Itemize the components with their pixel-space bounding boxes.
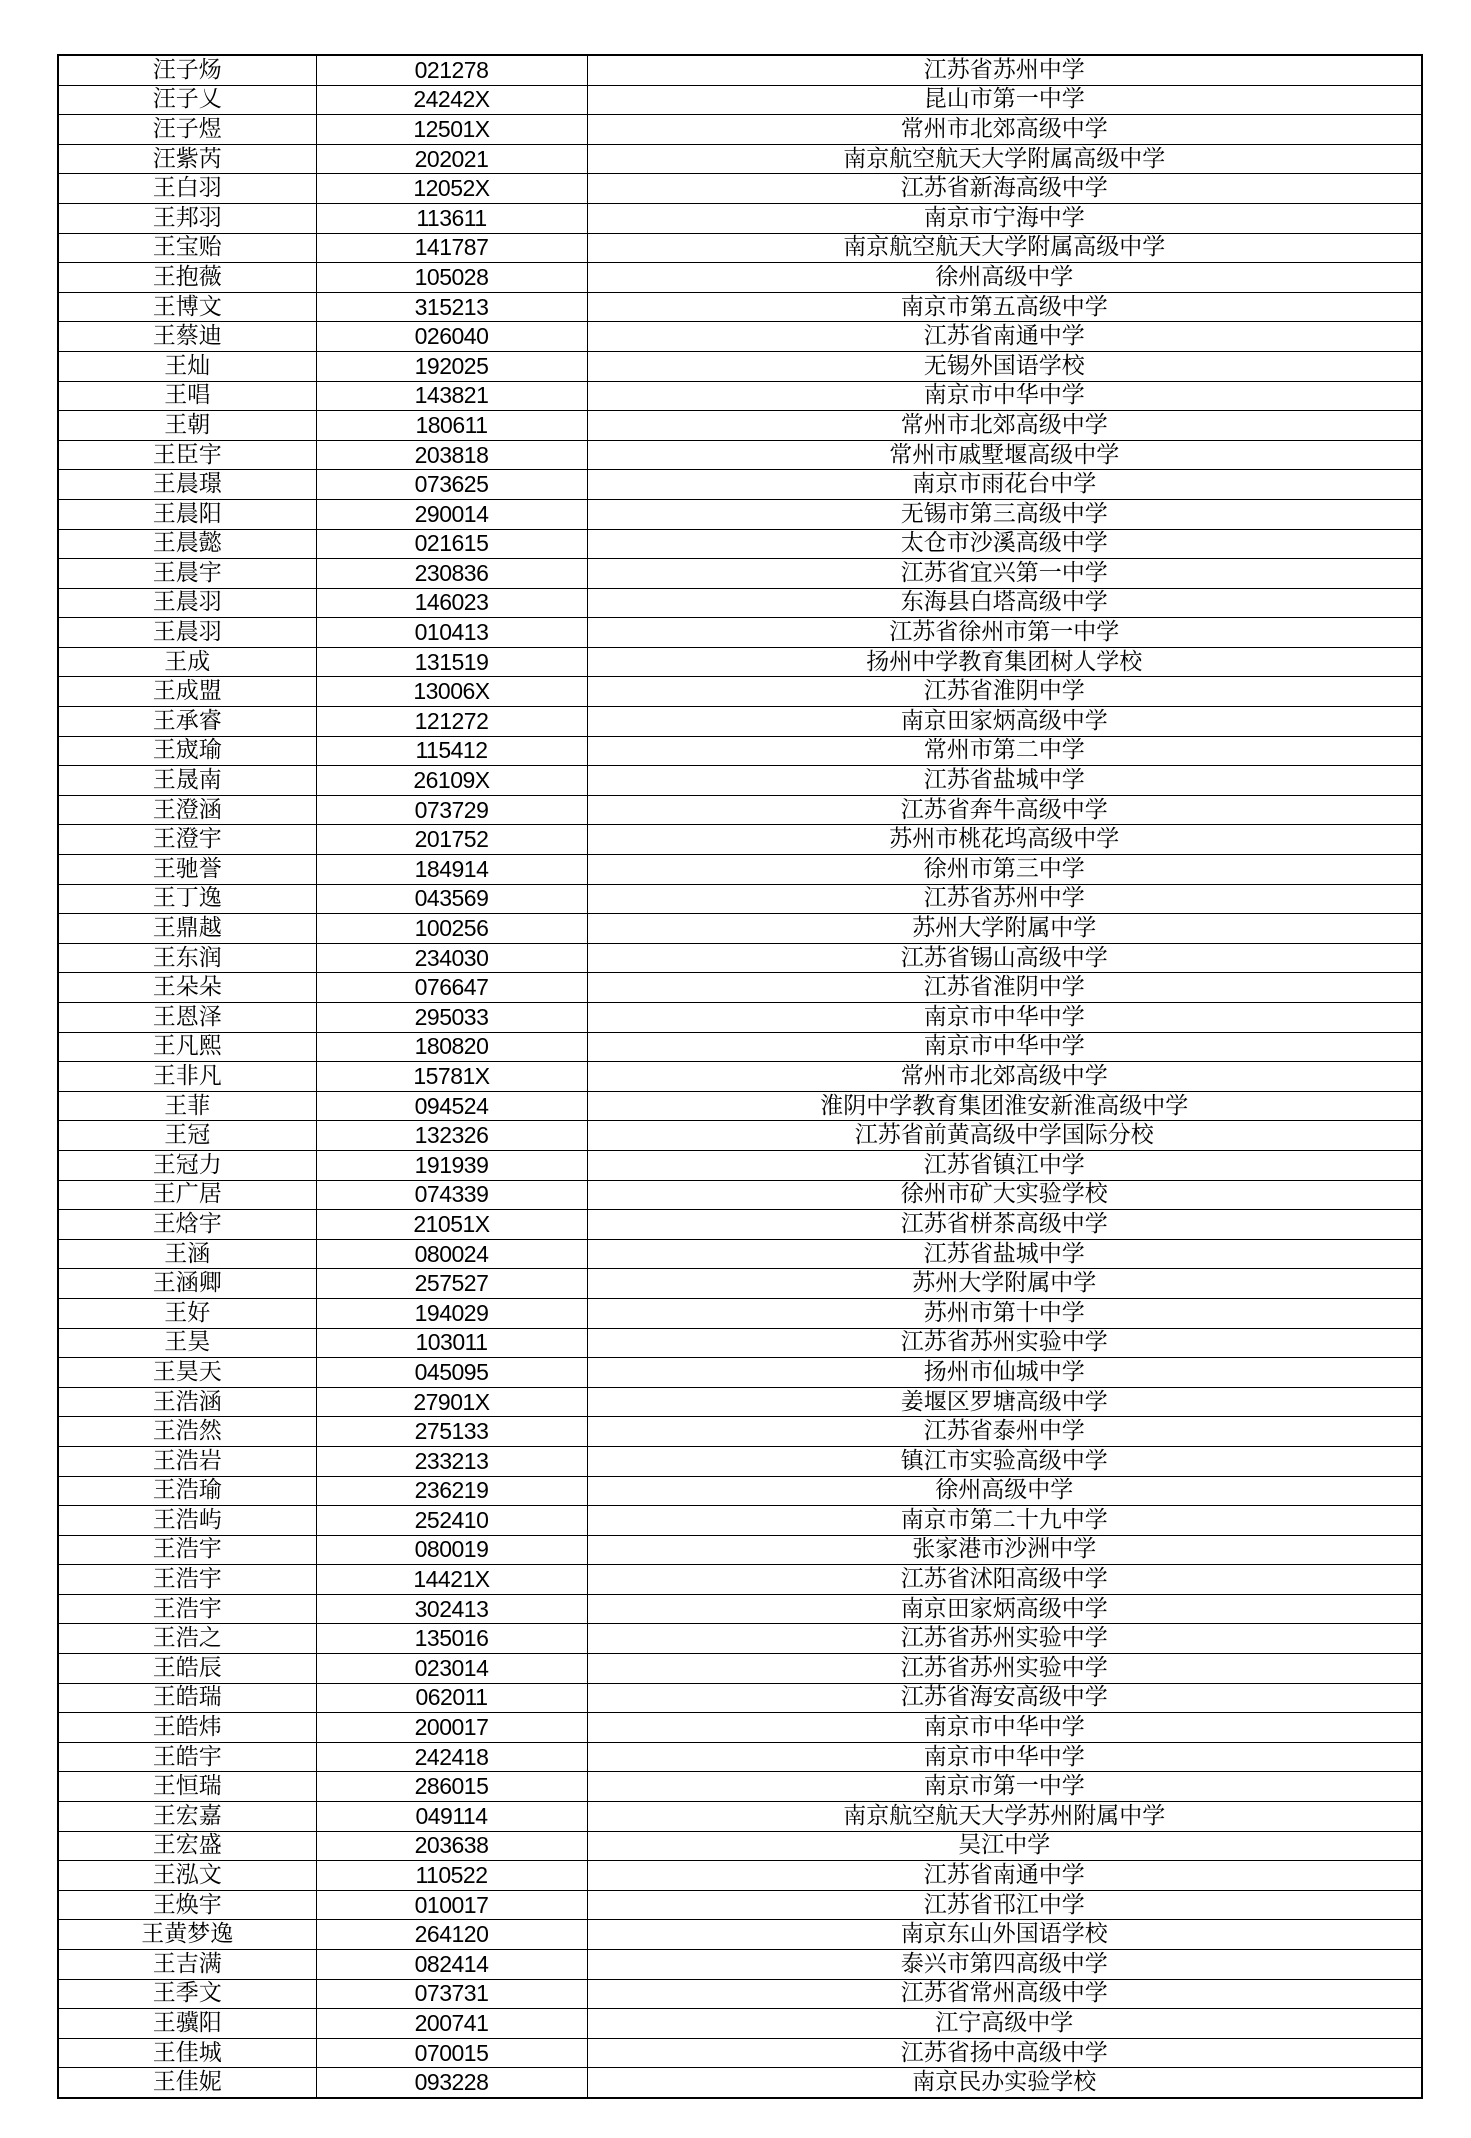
student-name-cell: 王黄梦逸	[58, 1920, 316, 1950]
school-name-cell: 张家港市沙洲中学	[587, 1535, 1422, 1565]
student-name-cell: 王皓辰	[58, 1654, 316, 1684]
student-id-cell: 049114	[316, 1802, 587, 1832]
table-row	[58, 707, 1422, 737]
school-name-cell: 无锡外国语学校	[587, 351, 1422, 381]
table-row	[58, 499, 1422, 529]
student-name-cell: 王澄涵	[58, 795, 316, 825]
student-name-cell: 王涵卿	[58, 1269, 316, 1299]
student-name-cell: 汪子煜	[58, 115, 316, 145]
student-id-cell: 121272	[316, 707, 587, 737]
school-name-cell: 江苏省宜兴第一中学	[587, 559, 1422, 589]
table-row	[58, 1624, 1422, 1654]
student-id-cell: 21051X	[316, 1210, 587, 1240]
student-name-cell: 王晨羽	[58, 588, 316, 618]
school-name-cell: 泰兴市第四高级中学	[587, 1950, 1422, 1980]
student-name-cell: 王浩宇	[58, 1565, 316, 1595]
table-row	[58, 411, 1422, 441]
student-id-cell: 010017	[316, 1890, 587, 1920]
student-name-cell: 王臣宇	[58, 440, 316, 470]
student-name-cell: 王泓文	[58, 1861, 316, 1891]
student-id-cell: 080019	[316, 1535, 587, 1565]
student-id-cell: 200017	[316, 1713, 587, 1743]
school-name-cell: 南京市中华中学	[587, 1713, 1422, 1743]
table-row	[58, 766, 1422, 796]
school-name-cell: 江苏省扬中高级中学	[587, 2038, 1422, 2068]
school-name-cell: 江苏省徐州市第一中学	[587, 618, 1422, 648]
table-row	[58, 85, 1422, 115]
school-name-cell: 江苏省新海高级中学	[587, 174, 1422, 204]
student-id-cell: 203638	[316, 1831, 587, 1861]
table-row	[58, 55, 1422, 85]
student-id-cell: 062011	[316, 1683, 587, 1713]
table-row	[58, 1920, 1422, 1950]
student-name-cell: 王凡熙	[58, 1032, 316, 1062]
table-row	[58, 322, 1422, 352]
table-row	[58, 1831, 1422, 1861]
school-name-cell: 南京市中华中学	[587, 1742, 1422, 1772]
school-name-cell: 常州市戚墅堰高级中学	[587, 440, 1422, 470]
student-name-cell: 王邦羽	[58, 203, 316, 233]
school-name-cell: 苏州大学附属中学	[587, 1269, 1422, 1299]
student-name-cell: 汪子乂	[58, 85, 316, 115]
student-name-cell: 汪子炀	[58, 55, 316, 85]
student-id-cell: 135016	[316, 1624, 587, 1654]
school-name-cell: 江苏省锡山高级中学	[587, 943, 1422, 973]
school-name-cell: 常州市北郊高级中学	[587, 115, 1422, 145]
student-name-cell: 王成盟	[58, 677, 316, 707]
student-id-cell: 13006X	[316, 677, 587, 707]
table-row	[58, 1683, 1422, 1713]
student-name-cell: 王成	[58, 647, 316, 677]
school-name-cell: 江苏省苏州实验中学	[587, 1654, 1422, 1684]
student-name-cell: 王晨阳	[58, 499, 316, 529]
student-name-cell: 王鼎越	[58, 914, 316, 944]
student-name-cell: 王浩屿	[58, 1506, 316, 1536]
student-name-cell: 王朵朵	[58, 973, 316, 1003]
student-name-cell: 王宏嘉	[58, 1802, 316, 1832]
school-name-cell: 南京市中华中学	[587, 1032, 1422, 1062]
table-row	[58, 1654, 1422, 1684]
student-name-cell: 王菲	[58, 1091, 316, 1121]
school-name-cell: 苏州市第十中学	[587, 1298, 1422, 1328]
table-row	[58, 2038, 1422, 2068]
student-id-cell: 131519	[316, 647, 587, 677]
table-row	[58, 1091, 1422, 1121]
student-id-cell: 184914	[316, 855, 587, 885]
student-id-cell: 010413	[316, 618, 587, 648]
student-name-cell: 王丁逸	[58, 884, 316, 914]
student-name-cell: 王佳城	[58, 2038, 316, 2068]
school-name-cell: 南京东山外国语学校	[587, 1920, 1422, 1950]
table-row	[58, 1476, 1422, 1506]
student-id-cell: 021615	[316, 529, 587, 559]
table-row	[58, 1298, 1422, 1328]
student-id-cell: 141787	[316, 233, 587, 263]
school-name-cell: 扬州市仙城中学	[587, 1358, 1422, 1388]
table-row	[58, 351, 1422, 381]
student-id-cell: 27901X	[316, 1387, 587, 1417]
table-row	[58, 1032, 1422, 1062]
school-name-cell: 江苏省常州高级中学	[587, 1979, 1422, 2009]
student-id-cell: 236219	[316, 1476, 587, 1506]
table-row	[58, 1150, 1422, 1180]
student-name-cell: 王晨璟	[58, 470, 316, 500]
school-name-cell: 吴江中学	[587, 1831, 1422, 1861]
student-name-cell: 王博文	[58, 292, 316, 322]
school-name-cell: 江苏省泰州中学	[587, 1417, 1422, 1447]
student-id-cell: 043569	[316, 884, 587, 914]
student-name-cell: 王涵	[58, 1239, 316, 1269]
student-id-cell: 082414	[316, 1950, 587, 1980]
school-name-cell: 江苏省苏州中学	[587, 55, 1422, 85]
school-name-cell: 徐州高级中学	[587, 263, 1422, 293]
school-name-cell: 南京航空航天大学附属高级中学	[587, 144, 1422, 174]
student-id-cell: 257527	[316, 1269, 587, 1299]
student-name-cell: 王灿	[58, 351, 316, 381]
table-row	[58, 2009, 1422, 2039]
school-name-cell: 南京田家炳高级中学	[587, 707, 1422, 737]
school-name-cell: 江苏省淮阴中学	[587, 677, 1422, 707]
student-name-cell: 王昊天	[58, 1358, 316, 1388]
student-id-cell: 290014	[316, 499, 587, 529]
school-name-cell: 苏州市桃花坞高级中学	[587, 825, 1422, 855]
student-name-cell: 王昊	[58, 1328, 316, 1358]
student-name-cell: 王吉满	[58, 1950, 316, 1980]
student-name-cell: 王皓炜	[58, 1713, 316, 1743]
table-row	[58, 825, 1422, 855]
school-name-cell: 江苏省邗江中学	[587, 1890, 1422, 1920]
student-id-cell: 12052X	[316, 174, 587, 204]
school-name-cell: 江苏省南通中学	[587, 1861, 1422, 1891]
student-name-cell: 王抱薇	[58, 263, 316, 293]
student-id-cell: 233213	[316, 1446, 587, 1476]
school-name-cell: 徐州高级中学	[587, 1476, 1422, 1506]
school-name-cell: 苏州大学附属中学	[587, 914, 1422, 944]
student-name-cell: 王非凡	[58, 1062, 316, 1092]
student-id-cell: 103011	[316, 1328, 587, 1358]
student-name-cell: 王焓宇	[58, 1210, 316, 1240]
school-name-cell: 江苏省镇江中学	[587, 1150, 1422, 1180]
table-row	[58, 973, 1422, 1003]
school-name-cell: 江苏省海安高级中学	[587, 1683, 1422, 1713]
table-row	[58, 618, 1422, 648]
table-row	[58, 884, 1422, 914]
table-row	[58, 263, 1422, 293]
school-name-cell: 无锡市第三高级中学	[587, 499, 1422, 529]
student-name-cell: 王佳妮	[58, 2068, 316, 2098]
student-id-cell: 093228	[316, 2068, 587, 2098]
table-row	[58, 1594, 1422, 1624]
table-row	[58, 440, 1422, 470]
student-name-cell: 王晨羽	[58, 618, 316, 648]
student-id-cell: 24242X	[316, 85, 587, 115]
table-row	[58, 588, 1422, 618]
school-name-cell: 南京市第一中学	[587, 1772, 1422, 1802]
school-name-cell: 南京航空航天大学苏州附属中学	[587, 1802, 1422, 1832]
student-id-cell: 302413	[316, 1594, 587, 1624]
table-row	[58, 855, 1422, 885]
student-name-cell: 王晨宇	[58, 559, 316, 589]
school-name-cell: 江宁高级中学	[587, 2009, 1422, 2039]
student-id-cell: 315213	[316, 292, 587, 322]
table-row	[58, 174, 1422, 204]
student-id-cell: 115412	[316, 736, 587, 766]
roster-body	[58, 55, 1422, 2098]
table-row	[58, 647, 1422, 677]
student-name-cell: 王好	[58, 1298, 316, 1328]
student-id-cell: 252410	[316, 1506, 587, 1536]
student-id-cell: 180611	[316, 411, 587, 441]
student-name-cell: 王宝贻	[58, 233, 316, 263]
student-id-cell: 073625	[316, 470, 587, 500]
student-name-cell: 汪紫芮	[58, 144, 316, 174]
table-row	[58, 677, 1422, 707]
school-name-cell: 江苏省沭阳高级中学	[587, 1565, 1422, 1595]
table-row	[58, 1328, 1422, 1358]
table-row	[58, 1062, 1422, 1092]
table-row	[58, 115, 1422, 145]
student-name-cell: 王浩涵	[58, 1387, 316, 1417]
student-id-cell: 080024	[316, 1239, 587, 1269]
student-roster-table	[57, 54, 1423, 2099]
student-id-cell: 074339	[316, 1180, 587, 1210]
student-id-cell: 132326	[316, 1121, 587, 1151]
student-id-cell: 026040	[316, 322, 587, 352]
student-id-cell: 12501X	[316, 115, 587, 145]
school-name-cell: 江苏省盐城中学	[587, 766, 1422, 796]
table-row	[58, 1772, 1422, 1802]
school-name-cell: 江苏省盐城中学	[587, 1239, 1422, 1269]
table-row	[58, 203, 1422, 233]
school-name-cell: 江苏省淮阴中学	[587, 973, 1422, 1003]
table-row	[58, 1417, 1422, 1447]
student-name-cell: 王东润	[58, 943, 316, 973]
table-row	[58, 914, 1422, 944]
table-row	[58, 1742, 1422, 1772]
school-name-cell: 南京市第二十九中学	[587, 1506, 1422, 1536]
table-row	[58, 1950, 1422, 1980]
student-name-cell: 王朝	[58, 411, 316, 441]
school-name-cell: 江苏省栟茶高级中学	[587, 1210, 1422, 1240]
student-name-cell: 王骥阳	[58, 2009, 316, 2039]
school-name-cell: 南京市雨花台中学	[587, 470, 1422, 500]
student-name-cell: 王冠	[58, 1121, 316, 1151]
student-name-cell: 王澄宇	[58, 825, 316, 855]
school-name-cell: 南京田家炳高级中学	[587, 1594, 1422, 1624]
student-name-cell: 王晟南	[58, 766, 316, 796]
student-id-cell: 146023	[316, 588, 587, 618]
table-row	[58, 1890, 1422, 1920]
table-row	[58, 1565, 1422, 1595]
table-row	[58, 1979, 1422, 2009]
school-name-cell: 常州市北郊高级中学	[587, 1062, 1422, 1092]
school-name-cell: 南京民办实验学校	[587, 2068, 1422, 2098]
student-id-cell: 076647	[316, 973, 587, 1003]
student-id-cell: 200741	[316, 2009, 587, 2039]
student-name-cell: 王浩之	[58, 1624, 316, 1654]
student-id-cell: 203818	[316, 440, 587, 470]
student-name-cell: 王季文	[58, 1979, 316, 2009]
student-name-cell: 王唱	[58, 381, 316, 411]
school-name-cell: 江苏省南通中学	[587, 322, 1422, 352]
school-name-cell: 太仓市沙溪高级中学	[587, 529, 1422, 559]
student-name-cell: 王宏盛	[58, 1831, 316, 1861]
school-name-cell: 徐州市第三中学	[587, 855, 1422, 885]
school-name-cell: 江苏省苏州中学	[587, 884, 1422, 914]
school-name-cell: 江苏省苏州实验中学	[587, 1624, 1422, 1654]
student-id-cell: 286015	[316, 1772, 587, 1802]
student-name-cell: 王宬瑜	[58, 736, 316, 766]
student-id-cell: 021278	[316, 55, 587, 85]
student-id-cell: 180820	[316, 1032, 587, 1062]
table-row	[58, 1121, 1422, 1151]
school-name-cell: 淮阴中学教育集团淮安新淮高级中学	[587, 1091, 1422, 1121]
student-id-cell: 242418	[316, 1742, 587, 1772]
table-row	[58, 736, 1422, 766]
student-id-cell: 191939	[316, 1150, 587, 1180]
school-name-cell: 昆山市第一中学	[587, 85, 1422, 115]
student-id-cell: 105028	[316, 263, 587, 293]
student-id-cell: 070015	[316, 2038, 587, 2068]
school-name-cell: 常州市北郊高级中学	[587, 411, 1422, 441]
student-name-cell: 王承睿	[58, 707, 316, 737]
table-row	[58, 1180, 1422, 1210]
school-name-cell: 南京市中华中学	[587, 381, 1422, 411]
table-row	[58, 1535, 1422, 1565]
student-id-cell: 295033	[316, 1003, 587, 1033]
table-row	[58, 1446, 1422, 1476]
student-name-cell: 王皓宇	[58, 1742, 316, 1772]
student-id-cell: 15781X	[316, 1062, 587, 1092]
table-row	[58, 1506, 1422, 1536]
school-name-cell: 南京航空航天大学附属高级中学	[587, 233, 1422, 263]
student-name-cell: 王恩泽	[58, 1003, 316, 1033]
table-row	[58, 1713, 1422, 1743]
student-name-cell: 王浩岩	[58, 1446, 316, 1476]
student-id-cell: 192025	[316, 351, 587, 381]
student-name-cell: 王浩瑜	[58, 1476, 316, 1506]
table-row	[58, 795, 1422, 825]
student-name-cell: 王浩宇	[58, 1535, 316, 1565]
school-name-cell: 姜堰区罗塘高级中学	[587, 1387, 1422, 1417]
student-id-cell: 110522	[316, 1861, 587, 1891]
table-row	[58, 1802, 1422, 1832]
student-name-cell: 王晨懿	[58, 529, 316, 559]
student-id-cell: 201752	[316, 825, 587, 855]
student-name-cell: 王浩宇	[58, 1594, 316, 1624]
school-name-cell: 南京市第五高级中学	[587, 292, 1422, 322]
table-row	[58, 1387, 1422, 1417]
table-row	[58, 144, 1422, 174]
school-name-cell: 江苏省苏州实验中学	[587, 1328, 1422, 1358]
student-id-cell: 100256	[316, 914, 587, 944]
student-id-cell: 275133	[316, 1417, 587, 1447]
school-name-cell: 南京市宁海中学	[587, 203, 1422, 233]
student-name-cell: 王浩然	[58, 1417, 316, 1447]
table-row	[58, 1003, 1422, 1033]
student-id-cell: 023014	[316, 1654, 587, 1684]
student-id-cell: 194029	[316, 1298, 587, 1328]
student-id-cell: 202021	[316, 144, 587, 174]
school-name-cell: 扬州中学教育集团树人学校	[587, 647, 1422, 677]
student-name-cell: 王恒瑞	[58, 1772, 316, 1802]
school-name-cell: 南京市中华中学	[587, 1003, 1422, 1033]
school-name-cell: 徐州市矿大实验学校	[587, 1180, 1422, 1210]
student-id-cell: 230836	[316, 559, 587, 589]
school-name-cell: 镇江市实验高级中学	[587, 1446, 1422, 1476]
student-id-cell: 143821	[316, 381, 587, 411]
table-row	[58, 470, 1422, 500]
student-name-cell: 王驰誉	[58, 855, 316, 885]
student-name-cell: 王蔡迪	[58, 322, 316, 352]
student-id-cell: 234030	[316, 943, 587, 973]
student-name-cell: 王白羽	[58, 174, 316, 204]
student-name-cell: 王皓瑞	[58, 1683, 316, 1713]
table-row	[58, 233, 1422, 263]
table-row	[58, 292, 1422, 322]
student-id-cell: 094524	[316, 1091, 587, 1121]
student-id-cell: 14421X	[316, 1565, 587, 1595]
student-name-cell: 王焕宇	[58, 1890, 316, 1920]
student-id-cell: 073731	[316, 1979, 587, 2009]
table-row	[58, 529, 1422, 559]
table-row	[58, 381, 1422, 411]
student-name-cell: 王冠力	[58, 1150, 316, 1180]
student-id-cell: 113611	[316, 203, 587, 233]
table-row	[58, 1861, 1422, 1891]
student-id-cell: 045095	[316, 1358, 587, 1388]
student-name-cell: 王广居	[58, 1180, 316, 1210]
table-row	[58, 1358, 1422, 1388]
table-row	[58, 559, 1422, 589]
table-row	[58, 2068, 1422, 2098]
school-name-cell: 常州市第二中学	[587, 736, 1422, 766]
school-name-cell: 江苏省奔牛高级中学	[587, 795, 1422, 825]
school-name-cell: 江苏省前黄高级中学国际分校	[587, 1121, 1422, 1151]
student-id-cell: 26109X	[316, 766, 587, 796]
table-row	[58, 1210, 1422, 1240]
table-row	[58, 1269, 1422, 1299]
school-name-cell: 东海县白塔高级中学	[587, 588, 1422, 618]
student-id-cell: 264120	[316, 1920, 587, 1950]
table-row	[58, 943, 1422, 973]
table-row	[58, 1239, 1422, 1269]
student-id-cell: 073729	[316, 795, 587, 825]
